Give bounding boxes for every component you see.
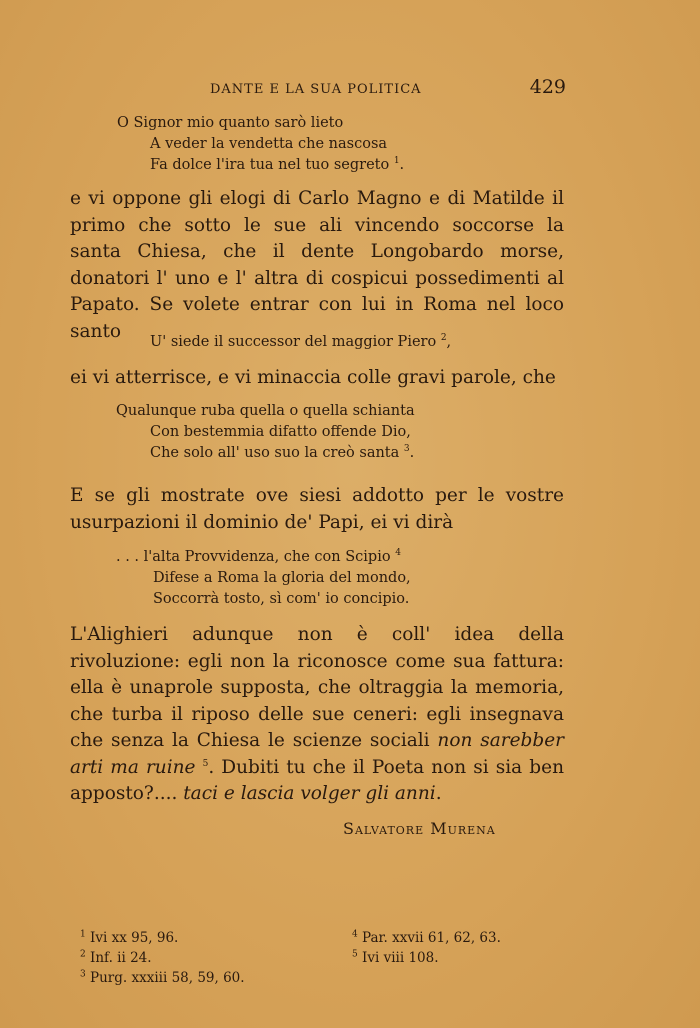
page-header [70,76,566,104]
verse-line: Con bestemmia difatto offende Dio, [150,424,411,440]
author-signature: Salvatore Murena [343,819,496,838]
verse-line: . . . l'alta Provvidenza, che con Scipio $^4$ [116,548,401,565]
running-head: DANTE E LA SUA POLITICA [210,82,422,97]
page-number: 429 [529,76,566,98]
paragraph-3: E se gli mostrate ove siesi addotto per le vostre usurpazioni il dominio de' Papi, ei vi dirà [70,485,564,533]
footnotes-right [352,928,501,968]
verse-line: Soccorrà tosto, sì com' io concipio. [153,591,410,607]
verse-quote-2 [150,332,451,353]
paragraph-4: L'Alighieri adunque non è coll' idea della rivoluzione: egli non la riconosce come sua fattura: ella è unaprole supposta, che oltraggia la memoria, che turba il riposo delle sue ceneri: egli insegnava che senza la Chiesa le scienze sociali non sarebber arti ma ruine $^5$. Dubiti tu che il Poeta non si sia ben apposto?.... taci e lascia volger gli anni. [70,624,564,804]
paragraph-2: ei vi atterrisce, e vi minaccia colle gravi parole, che [70,367,556,388]
footnote-ref: 4 [395,548,401,559]
footnote-ref: 5 [202,758,209,769]
footnotes-left [80,928,245,988]
footnote: $^2$ Inf. ii 24. [80,949,152,966]
verse-line: Difese a Roma la gloria del mondo, [153,570,411,586]
italic-quote: taci e lascia volger gli anni [183,783,436,804]
verse-line: Che solo all' uso suo la creò santa $^3$. [150,444,415,461]
footnote-ref: 1 [393,156,400,167]
verse-line: O Signor mio quanto sarò lieto [117,115,344,131]
footnote-ref: 3 [403,444,410,455]
verse-quote-4 [116,547,411,610]
verse-line: U' siede il successor del maggior Piero $^2$, [150,333,452,350]
italic-quote: non sarebber arti ma ruine [70,730,564,778]
verse-line: Fa dolce l'ira tua nel tuo segreto $^1$. [150,156,405,173]
footnote-ref: 2 [440,333,447,344]
footnote: $^5$ Ivi viii 108. [352,949,439,966]
verse-quote-3 [116,401,415,464]
footnote: $^1$ Ivi xx 95, 96. [80,929,179,946]
verse-line: Qualunque ruba quella o quella schianta [116,403,415,419]
footnote: $^4$ Par. xxvii 61, 62, 63. [352,929,501,946]
verse-quote-1 [117,113,404,176]
paragraph-1: e vi oppone gli elogi di Carlo Magno e di Matilde il primo che sotto le sue ali vincendo soccorse la santa Chiesa, che il dente Longobardo morse, donatori l' uno e l' altra di cospicui possedimenti al Papato. Se volete entrar con lui in Roma nel loco santo [70,188,564,342]
verse-line: A veder la vendetta che nascosa [150,136,388,152]
footnote: $^3$ Purg. xxxiii 58, 59, 60. [80,969,245,986]
